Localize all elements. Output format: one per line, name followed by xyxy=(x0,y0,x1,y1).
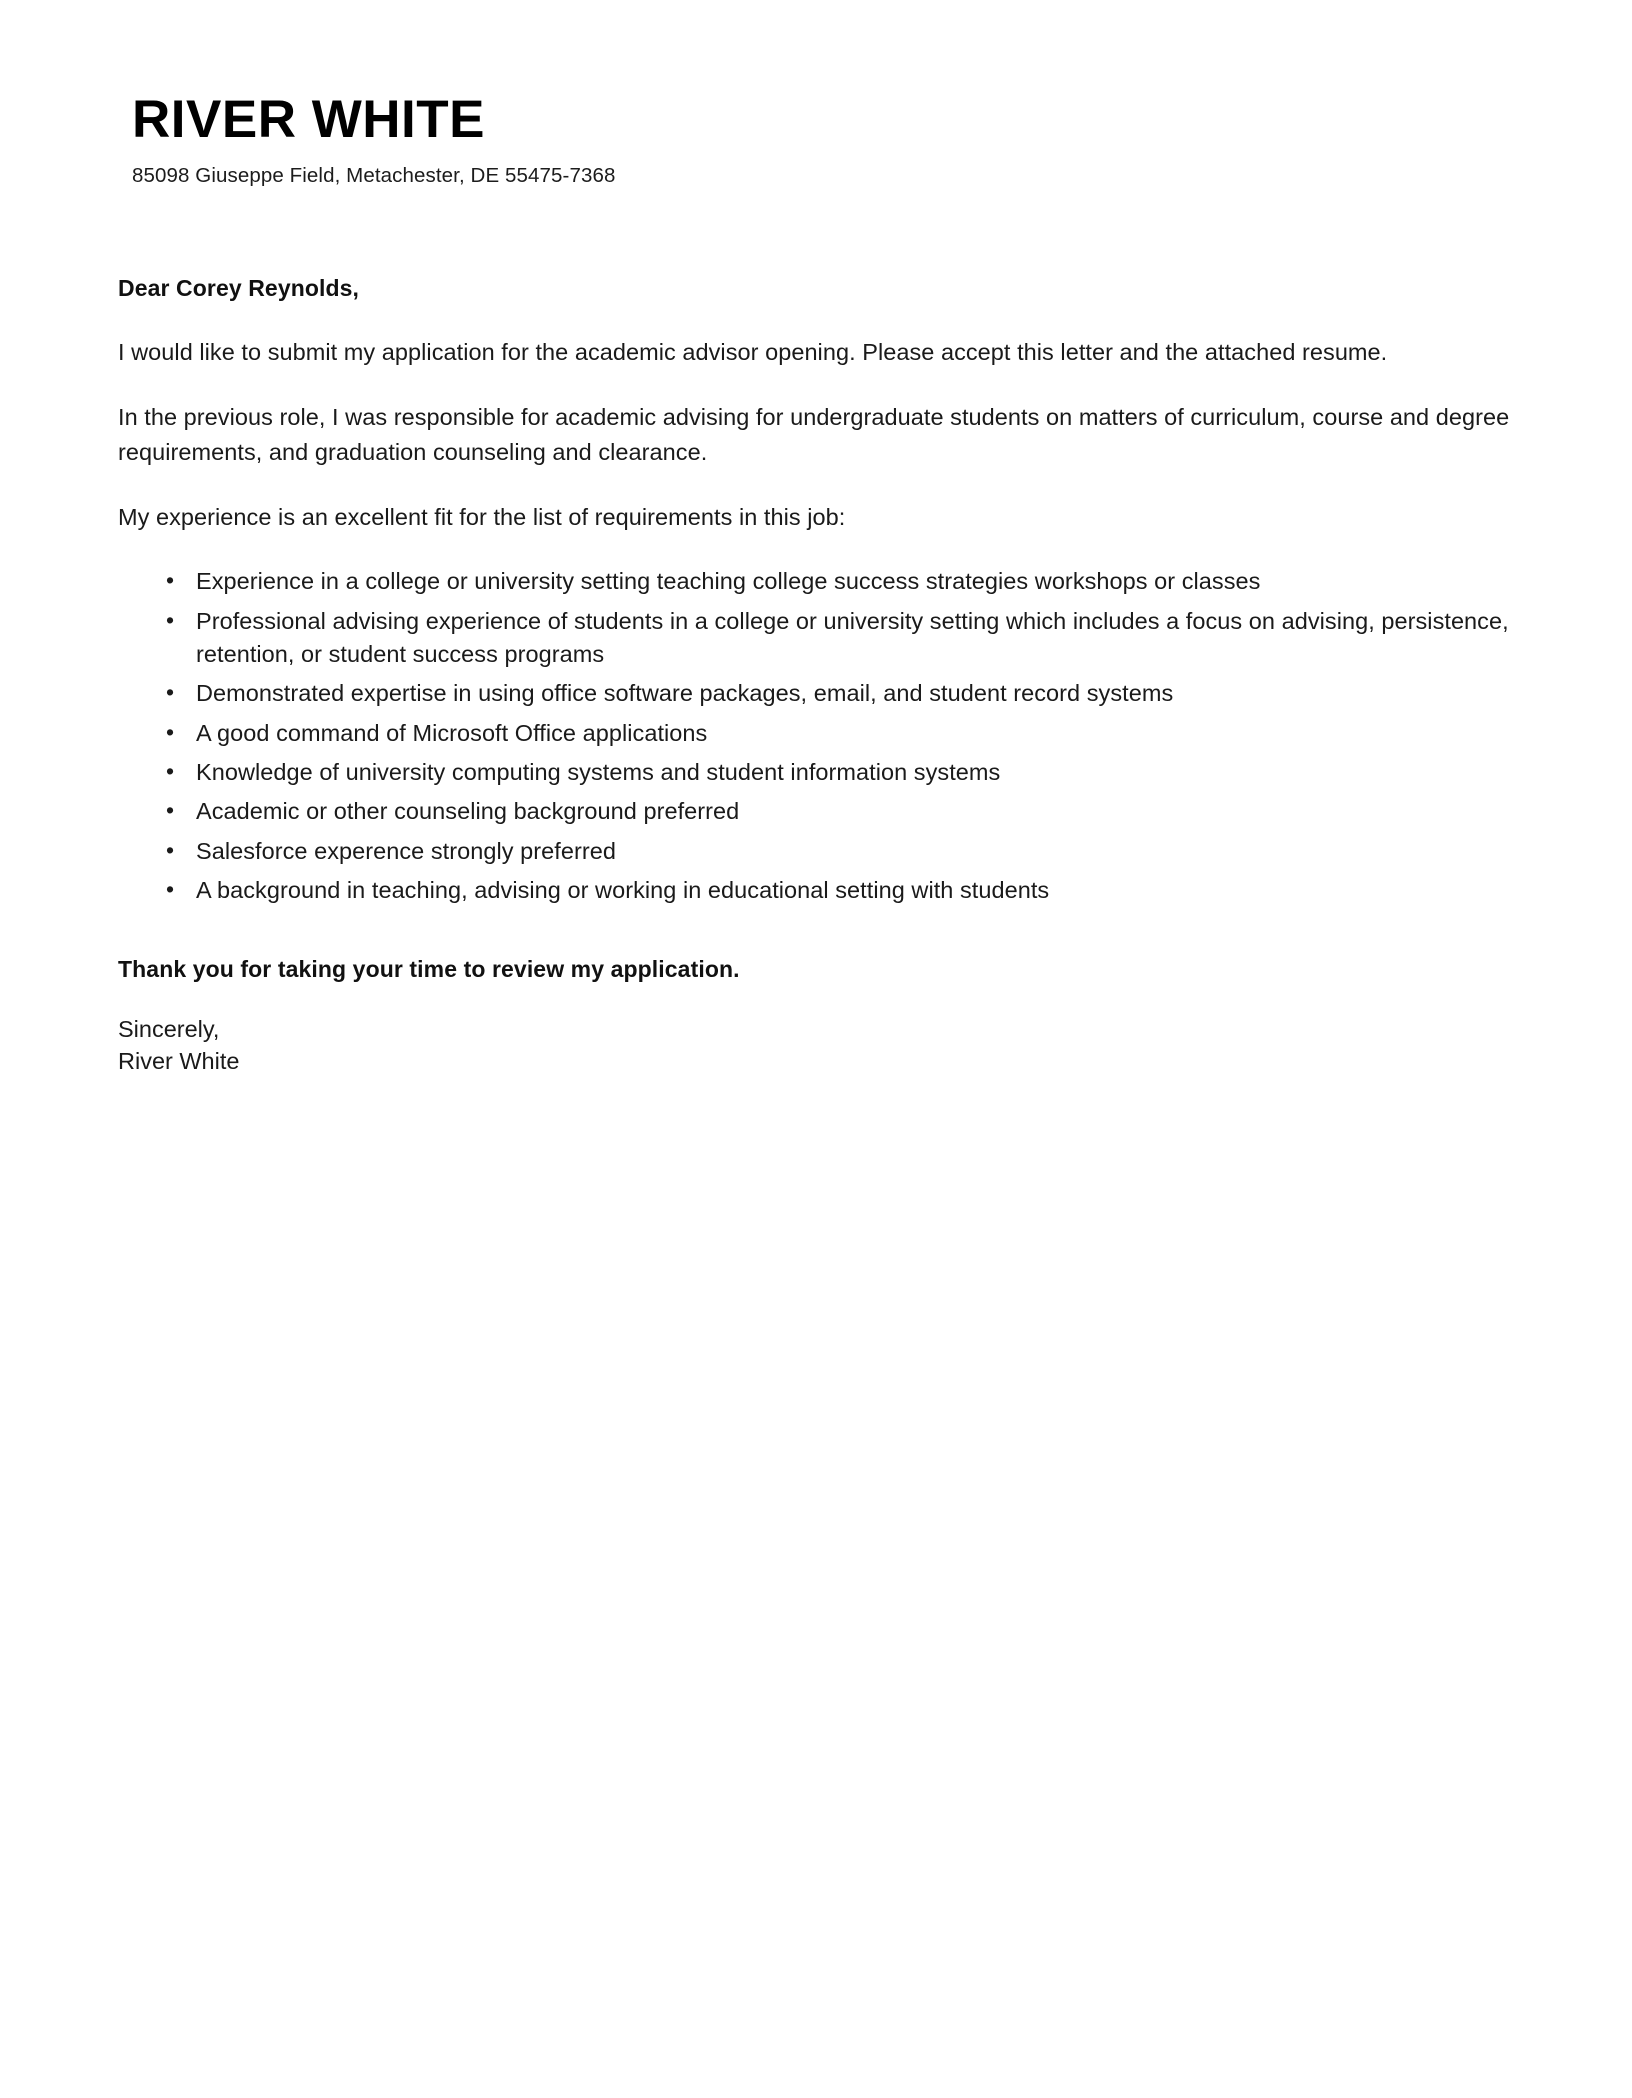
letter-header xyxy=(118,90,1514,191)
list-item: • A good command of Microsoft Office applications xyxy=(166,717,1514,750)
requirements-list xyxy=(118,565,1514,907)
list-item: • Experience in a college or university setting teaching college success strategies workshops or classes xyxy=(166,565,1514,598)
paragraph-fit: My experience is an excellent fit for the list of requirements in this job: xyxy=(118,503,846,530)
list-item: • Demonstrated expertise in using office software packages, email, and student record systems xyxy=(166,677,1514,710)
signoff-closing: Sincerely, xyxy=(118,1015,220,1042)
paragraph-intro: I would like to submit my application for the academic advisor opening. Please accept this letter and the attached resume. xyxy=(118,339,1388,366)
applicant-name: RIVER WHITE xyxy=(132,90,485,149)
applicant-address: 85098 Giuseppe Field, Metachester, DE 55475-7368 xyxy=(132,164,616,188)
list-item: • Knowledge of university computing systems and student information systems xyxy=(166,756,1514,789)
list-item: • Academic or other counseling background preferred xyxy=(166,795,1514,828)
thank-you-line: Thank you for taking your time to review my application. xyxy=(118,955,740,982)
paragraph-experience: In the previous role, I was responsible for academic advising for undergraduate students on matters of curriculum, course and degree requirements, and graduation counseling and clearance. xyxy=(118,404,1510,465)
letter-body xyxy=(118,275,1514,1077)
signoff-name: River White xyxy=(118,1047,240,1074)
list-item: • A background in teaching, advising or working in educational setting with students xyxy=(166,874,1514,907)
list-item: • Professional advising experience of students in a college or university setting which includes a focus on advising, persistence, retention, or student success programs xyxy=(166,605,1514,672)
salutation: Dear Corey Reynolds, xyxy=(118,275,360,302)
list-item: • Salesforce experence strongly preferred xyxy=(166,835,1514,868)
signoff-block xyxy=(118,1013,1514,1078)
